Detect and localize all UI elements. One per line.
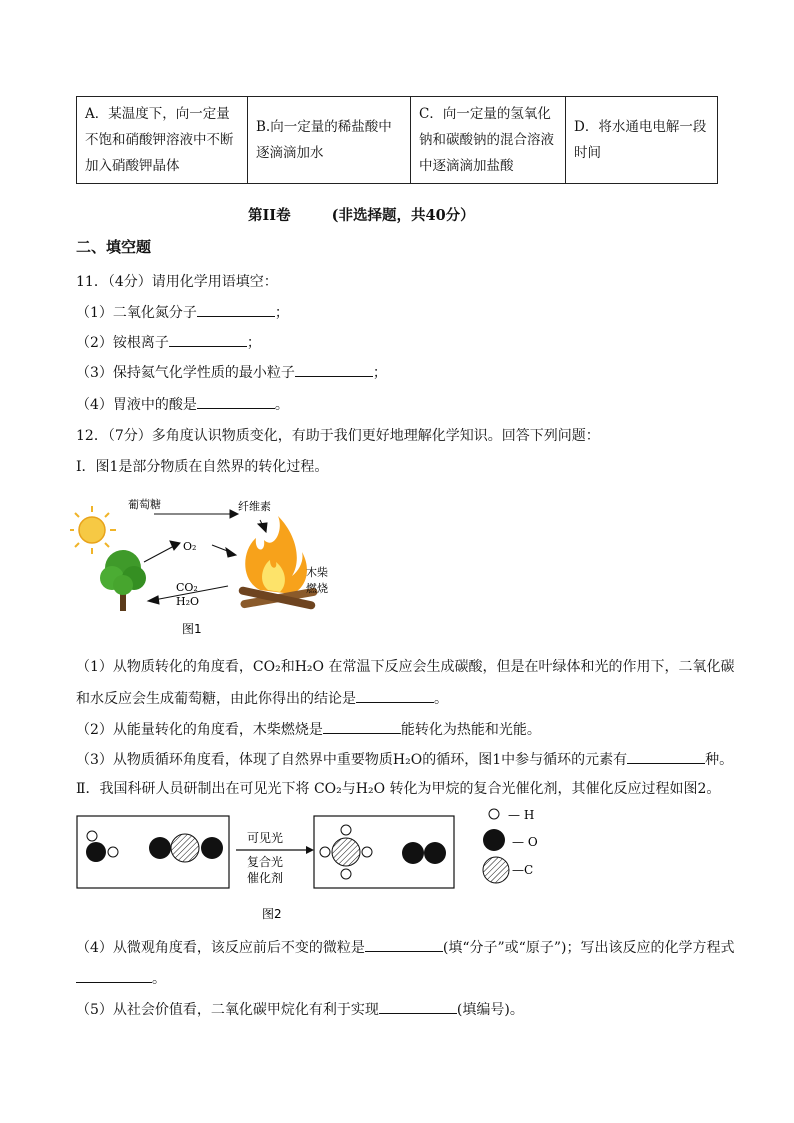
catalyst-label-1: 复合光 — [247, 855, 284, 869]
section-title: 二、填空题 — [76, 238, 152, 256]
part2-header: 第II卷 (非选择题，共40分） — [248, 207, 475, 224]
wood-label-2: 燃烧 — [306, 582, 328, 595]
answer-blank[interactable] — [379, 999, 457, 1014]
co2-label: CO₂ — [176, 581, 198, 594]
o2-molecule — [402, 842, 446, 864]
q12-part1: Ⅰ．图1是部分物质在自然界的转化过程。 — [76, 459, 329, 475]
figure-1 — [70, 490, 350, 640]
q12-2: （2）从能量转化的角度看，木柴燃烧是 能转化为热能和光能。 — [76, 719, 541, 740]
option-d: D．将水通电电解一段 时间 — [566, 97, 718, 184]
q11-item-1: （1）二氧化氮分子 ； — [76, 302, 289, 323]
figure-2-caption: 图2 — [262, 907, 282, 921]
tree-icon — [100, 550, 146, 611]
q11-stem: 11．（4分）请用化学用语填空： — [76, 274, 278, 290]
wood-label-1: 木柴 — [306, 566, 328, 579]
sun-icon — [70, 506, 116, 554]
q12-1-line-1: （1）从物质转化的角度看，CO₂和H₂O 在常温下反应会生成碳酸，但是在叶绿体和光的作用下，二氧化碳 — [76, 659, 735, 675]
figure-1-caption: 图1 — [182, 622, 202, 636]
answer-blank[interactable] — [323, 719, 401, 734]
answer-blank[interactable] — [197, 302, 275, 317]
co2-molecule — [149, 834, 223, 862]
q12-4-line-1: （4）从微观角度看，该反应前后不变的微粒是 (填“分子”或“原子”)；写出该反应的化学方程式 — [76, 937, 734, 958]
answer-blank[interactable] — [169, 332, 247, 347]
legend-o: — O — [512, 835, 538, 849]
answer-blank[interactable] — [356, 688, 434, 703]
cellulose-label: 纤维素 — [238, 500, 271, 513]
q11-item-2: （2）铵根离子 ； — [76, 332, 261, 353]
q12-5: （5）从社会价值看，二氧化碳甲烷化有利于实现 (填编号)。 — [76, 999, 524, 1020]
answer-blank[interactable] — [76, 968, 152, 983]
methane-molecule — [320, 825, 372, 879]
option-c: C．向一定量的氢氧化 钠和碳酸钠的混合溶液 中逐滴滴加盐酸 — [411, 97, 566, 184]
q12-4-line-2: 。 — [76, 968, 166, 989]
q12-stem: 12．（7分）多角度认识物质变化，有助于我们更好地理解化学知识。回答下列问题： — [76, 428, 600, 444]
water-molecule — [86, 831, 118, 862]
q12-part2: Ⅱ．我国科研人员研制出在可见光下将 CO₂与H₂O 转化为甲烷的复合光催化剂，其催化反应过程如图2。 — [76, 781, 721, 797]
figure-2 — [76, 804, 556, 928]
h2o-label: H₂O — [176, 595, 200, 608]
answer-blank[interactable] — [365, 937, 443, 952]
option-b: B.向一定量的稀盐酸中 逐滴滴加水 — [248, 97, 411, 184]
q12-3: （3）从物质循环角度看，体现了自然界中重要物质H₂O的循环，图1中参与循环的元素有 种。 — [76, 749, 733, 770]
options-table — [76, 96, 718, 184]
q12-1-line-2: 和水反应会生成葡萄糖，由此你得出的结论是 。 — [76, 688, 448, 709]
catalyst-label-2: 催化剂 — [247, 871, 284, 885]
legend-h: — H — [508, 808, 535, 822]
option-a: A．某温度下，向一定量 不饱和硝酸钾溶液中不断 加入硝酸钾晶体 — [77, 97, 248, 184]
answer-blank[interactable] — [627, 749, 705, 764]
q11-item-3: （3）保持氦气化学性质的最小粒子 ； — [76, 362, 387, 383]
answer-blank[interactable] — [197, 394, 275, 409]
q11-item-4: （4）胃液中的酸是 。 — [76, 394, 289, 415]
legend — [483, 808, 538, 883]
campfire-icon — [238, 516, 318, 610]
o2-label: O₂ — [183, 540, 197, 553]
light-label: 可见光 — [247, 831, 284, 845]
glucose-label: 葡萄糖 — [128, 498, 161, 511]
answer-blank[interactable] — [295, 362, 373, 377]
legend-c: —C — [512, 863, 534, 877]
